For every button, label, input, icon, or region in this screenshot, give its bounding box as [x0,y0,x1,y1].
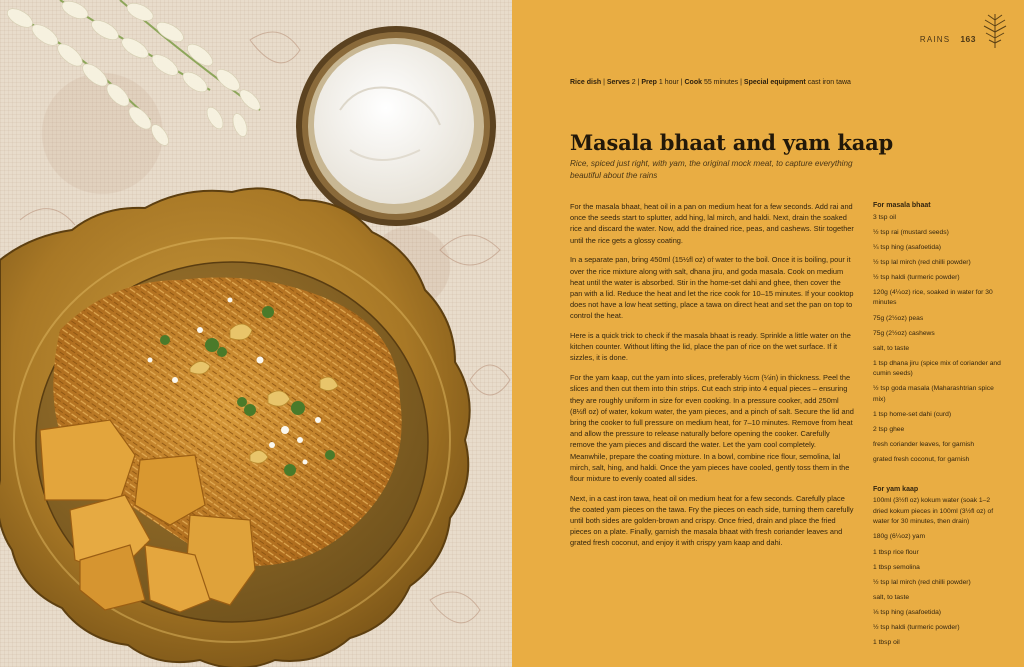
meta-prep-label: Prep [641,79,657,86]
ingredient-item: 1 tsp home-set dahi (curd) [873,411,952,419]
ingredient-item: ⅓ tsp hing (asafoetida) [873,608,942,616]
meta-equipment-value: cast iron tawa [807,79,851,86]
ingredient-item: ¼ tsp hing (asafoetida) [873,243,942,251]
recipe-title: Masala bhaat and yam kaap [570,130,894,155]
ingredient-group-heading: For masala bhaat [873,202,931,209]
ingredient-item: 1 tbsp oil [873,639,900,647]
ingredient-item: 3 tsp oil [873,213,897,221]
ingredients-column [873,201,1003,653]
ingredient-item: ½ tsp lal mirch (red chilli powder) [873,578,971,586]
meta-dish-type: Rice dish [570,79,602,86]
method-paragraph: For the yam kaap, cut the yam into slices, preferably ½cm (¼in) in thickness. Peel the slices and then cut them into thin strips. Cut each strip into 4 equal pieces – ensuring they are roughly uniform in size for even cooking. In a pressure cooker, add 250ml (8½fl oz) of water, kokum water, the yam pieces, and a pinch of salt. Secure the lid and bring the cooker to full pressure on medium heat, for 7–10 minutes. Remove from heat and allow the pressure to release naturally before opening the cooker. Carefully remove the yam pieces and discard the water. Let the yam cool completely. Meanwhile, prepare the coating mixture. In a bowl, combine rice flour, semolina, lal mirch, salt, hing, and haldi. Once the yam pieces have cooled, gently toss them in the flour mixture to evenly coated all sides. [570,373,854,483]
ingredient-group-heading: For yam kaap [873,485,919,493]
ingredient-group-yam-kaap [873,485,1003,649]
recipe-page [512,0,1024,667]
ingredient-item: 75g (2½oz) peas [873,314,924,322]
meta-prep-value: 1 hour [658,79,679,86]
method-column [570,201,855,557]
ingredient-group-masala-bhaat [873,201,1003,466]
curd-bowl [296,26,496,226]
method-paragraph: In a separate pan, bring 450ml (15½fl oz) of water to the boil. Once it is boiling, pour it over the rice mixture along with salt, dhana jiru, and goda masala. Cook on medium heat until the water is absorbed. Stir in the home-set dahi and ghee, then cover the pan with a lid. Reduce the heat and let the rice cook for 10–15 minutes. If your cooktop does not have a low heat setting, place a tawa on direct heat and set the pan on top to control the heat. [570,255,854,321]
ingredient-item: 120g (4¼oz) rice, soaked in water for 30 minutes [873,288,993,307]
leaf-icon [980,10,1010,50]
ingredient-item: ½ tsp haldi (turmeric powder) [873,623,960,631]
method-paragraph: Here is a quick trick to check if the masala bhaat is ready. Sprinkle a little water on the kitchen counter. Without lifting the lid, place the pan of rice on the wet surface. If it sizzles, it is done. [570,331,851,363]
ingredient-item: ½ tsp rai (mustard seeds) [873,228,949,236]
ingredient-item: 1 tbsp rice flour [873,548,919,556]
ingredient-item: ½ tsp lal mirch (red chilli powder) [873,258,971,266]
ingredient-item: 75g (2½oz) cashews [873,329,935,337]
ingredient-item: ½ tsp goda masala (Maharashtrian spice mix) [873,385,994,403]
recipe-subtitle: Rice, spiced just right, with yam, the original mock meat, to capture everything beautiful about the rains [570,159,853,180]
meta-serves-label: Serves [606,79,630,86]
recipe-meta: Rice dish | Serves 2 | Prep 1 hour | Cook 55 minutes | Special equipment cast iron tawa [570,79,851,86]
meta-equipment-label: Special equipment [743,79,806,86]
meta-cook-label: Cook [684,79,702,86]
ingredient-item: ½ tsp haldi (turmeric powder) [873,273,960,281]
ingredient-item: fresh coriander leaves, for garnish [873,441,975,449]
ingredient-item: 1 tbsp semolina [873,563,920,571]
ingredient-item: grated fresh coconut, for garnish [873,456,970,464]
ingredient-item: salt, to taste [873,344,910,352]
method-paragraph: Next, in a cast iron tawa, heat oil on medium heat for a few seconds. Carefully place the coated yam pieces on the tawa. Fry the pieces on each side, turning them carefully until both sides are golden-brown and crispy. Once fried, drain and place the fried pieces on a plate. Finally, garnish the masala bhaat with fresh coriander leaves and grated fresh coconut, and enjoy it with crispy yam kaap and dahi. [570,493,854,548]
meta-cook-value: 55 minutes [703,79,739,86]
ingredient-item: 1 tsp dhana jiru (spice mix of coriander and cumin seeds) [873,359,1001,378]
page-number: 163 [960,34,976,44]
method-paragraph: For the masala bhaat, heat oil in a pan on medium heat for a few seconds. Add rai and once the seeds start to splutter, add hing, lal mirch, and haldi. Next, drain the soaked rice and discard the water. Now, add the drained rice, peas, and cashews. Stir together until the rice gets a glossy coating. [570,202,854,245]
ingredient-item: 100ml (3½fl oz) kokum water (soak 1–2 dried kokum pieces in 100ml (3½fl oz) of water for 30 minutes, then drain) [873,497,994,526]
meta-serves-value: 2 [631,79,636,86]
ingredient-item: 2 tsp ghee [873,426,905,434]
tuberose-flowers [4,0,263,148]
running-head [920,34,976,44]
section-name: RAINS [919,34,951,44]
ingredient-item: salt, to taste [873,593,910,601]
ingredient-item: 180g (6¼oz) yam [873,533,926,541]
